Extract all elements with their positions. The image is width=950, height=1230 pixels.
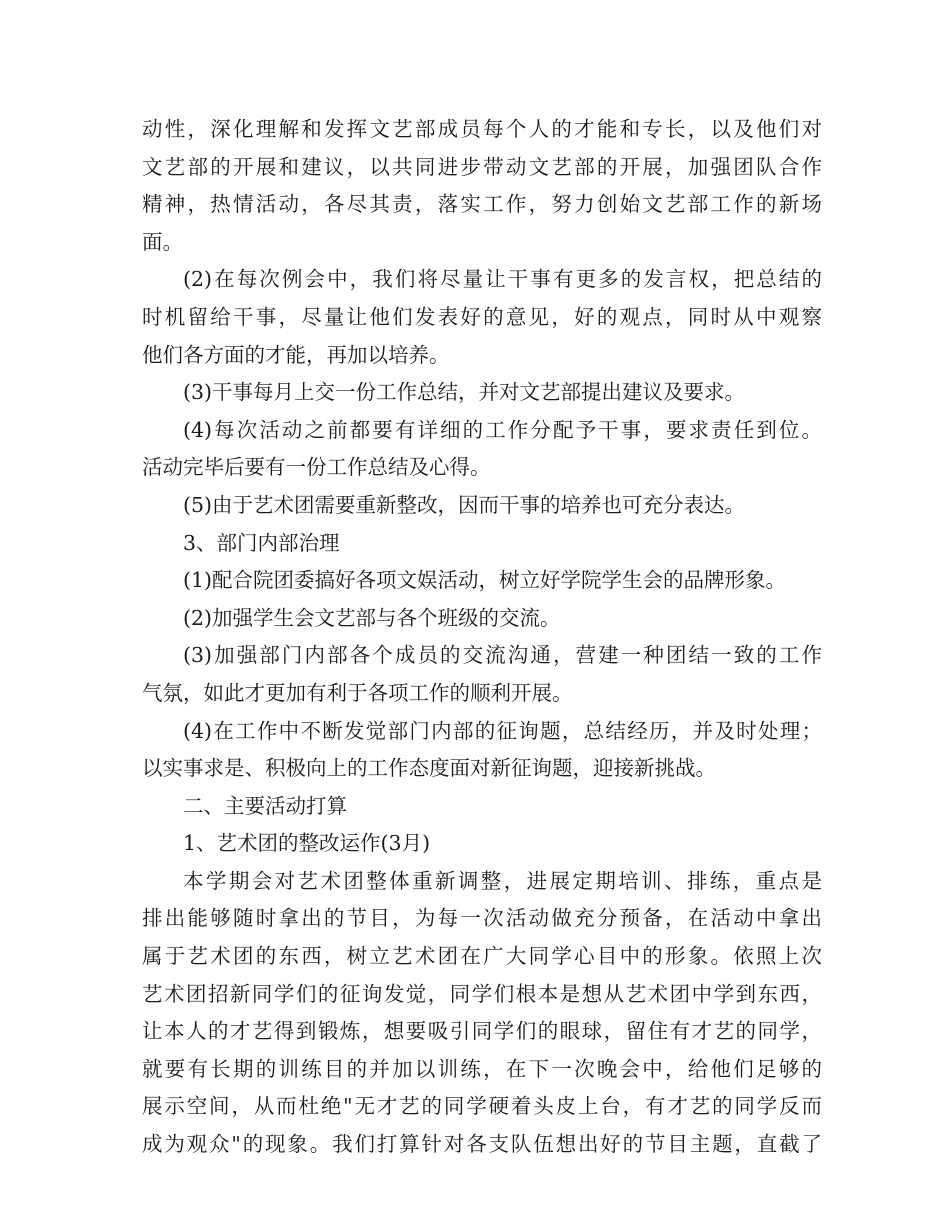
text-line: (2)加强学生会文艺部与各个班级的交流。	[183, 605, 561, 630]
text-line: 1、艺术团的整改运作(3月)	[183, 831, 431, 856]
text-line: 面。	[142, 229, 183, 254]
text-line: 成为观众"的现象。我们打算针对各支队伍想出好的节目主题，直截了	[142, 1132, 822, 1157]
text-line: 精神，热情活动，各尽其责，落实工作，努力创始文艺部工作的新场	[142, 192, 822, 217]
text-line: 活动完毕后要有一份工作总结及心得。	[142, 455, 491, 480]
text-line: (5)由于艺术团需要重新整改，因而干事的培养也可充分表达。	[183, 492, 746, 517]
text-line: 二、主要活动打算	[183, 793, 347, 818]
text-line: 属于艺术团的东西，树立艺术团在广大同学心目中的形象。依照上次	[142, 944, 822, 969]
text-line: 本学期会对艺术团整体重新调整，进展定期培训、排练，重点是	[183, 868, 822, 893]
text-line: 气氛，如此才更加有利于各项工作的顺利开展。	[142, 680, 573, 705]
text-line: 以实事求是、积极向上的工作态度面对新征询题，迎接新挑战。	[142, 756, 716, 781]
text-line: 文艺部的开展和建议，以共同进步带动文艺部的开展，加强团队合作	[142, 154, 822, 179]
text-line: 3、部门内部治理	[183, 530, 340, 555]
text-line: 时机留给干事，尽量让他们发表好的意见，好的观点，同时从中观察	[142, 304, 822, 329]
text-line: (2)在每次例会中，我们将尽量让干事有更多的发言权，把总结的	[183, 267, 822, 292]
text-line: (4)在工作中不断发觉部门内部的征询题，总结经历，并及时处理；	[183, 718, 822, 743]
text-line: (4)每次活动之前都要有详细的工作分配予干事，要求责任到位。	[183, 417, 822, 442]
text-line: (3)干事每月上交一份工作总结，并对文艺部提出建议及要求。	[183, 380, 746, 405]
text-line: 就要有长期的训练目的并加以训练，在下一次晚会中，给他们足够的	[142, 1056, 822, 1081]
document-body	[142, 111, 822, 1164]
text-line: 排出能够随时拿出的节目，为每一次活动做充分预备，在活动中拿出	[142, 906, 822, 931]
text-line: 展示空间，从而杜绝"无才艺的同学硬着头皮上台，有才艺的同学反而	[142, 1094, 822, 1119]
text-line: 让本人的才艺得到锻炼，想要吸引同学们的眼球，留住有才艺的同学，	[142, 1019, 822, 1044]
text-line: 艺术团招新同学们的征询发觉，同学们根本是想从艺术团中学到东西，	[142, 981, 822, 1006]
text-line: 动性，深化理解和发挥文艺部成员每个人的才能和专长，以及他们对	[142, 117, 822, 141]
text-line: (1)配合院团委搞好各项文娱活动，树立好学院学生会的品牌形象。	[183, 568, 787, 593]
text-line: 他们各方面的才能，再加以培养。	[142, 342, 450, 367]
text-line: (3)加强部门内部各个成员的交流沟通，营建一种团结一致的工作	[183, 643, 822, 668]
